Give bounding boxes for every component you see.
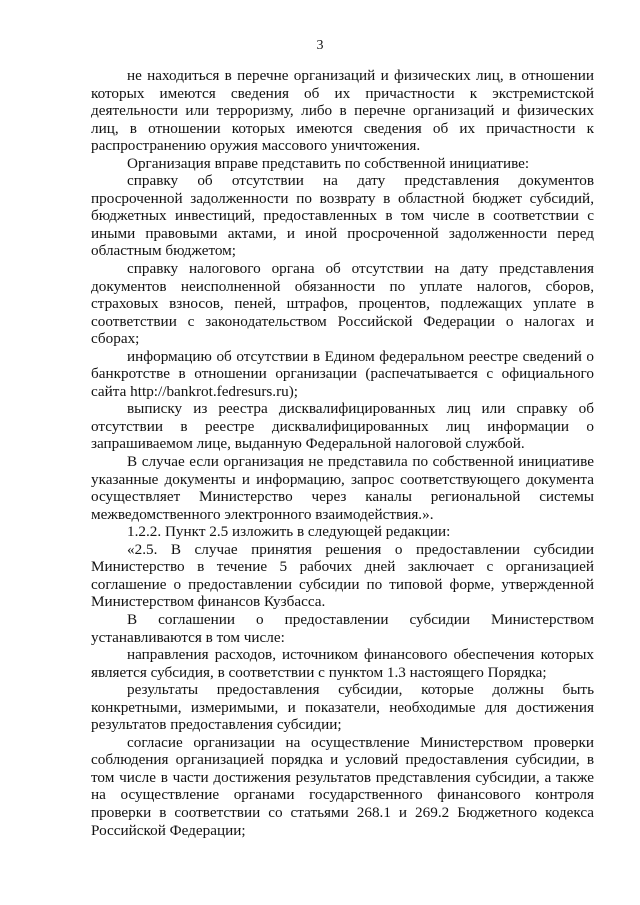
paragraph: выписку из реестра дисквалифицированных лиц или справку об отсутствии в реестре дисквалифицированных лиц информации о запрашиваемом лице, выданную Федеральной налоговой службой.: [91, 400, 594, 453]
paragraph: «2.5. В случае принятия решения о предоставлении субсидии Министерство в течение 5 рабочих дней заключает с организацией соглашение о предоставлении субсидии по типовой форме, утвержденной Министерством финансов Кузбасса.: [91, 540, 594, 611]
paragraph: информацию об отсутствии в Едином федеральном реестре сведений о банкротстве в отношении организации (распечатывается с официального сайта http://bankrot.fedresurs.ru);: [91, 347, 594, 400]
document-body: [91, 67, 594, 839]
paragraph: В случае если организация не представила по собственной инициативе указанные документы и информацию, запрос соответствующего документа осуществляет Министерство через каналы региональной системы межведомственного электронного взаимодействия.».: [91, 453, 594, 523]
paragraph: направления расходов, источником финансового обеспечения которых является субсидия, в соответствии с пунктом 1.3 настоящего Порядка;: [91, 646, 594, 681]
paragraph: согласие организации на осуществление Министерством проверки соблюдения организацией порядка и условий предоставления субсидии, в том числе в части достижения результатов представления субсидии, а также на осуществление органами государственного финансового контроля проверки в соответствии со статьями 268.1 и 269.2 Бюджетного кодекса Российской Федерации;: [91, 733, 594, 839]
paragraph: 1.2.2. Пункт 2.5 изложить в следующей редакции:: [127, 523, 451, 541]
paragraph: Организация вправе представить по собственной инициативе:: [127, 154, 530, 172]
paragraph: справку об отсутствии на дату представления документов просроченной задолженности по возврату в областной бюджет субсидий, бюджетных инвестиций, предоставленных в том числе в соответствии с иными правовыми актами, и иной просроченной задолженности перед областным бюджетом;: [91, 172, 594, 260]
paragraph: не находиться в перечне организаций и физических лиц, в отношении которых имеются сведения об их причастности к экстремистской деятельности или терроризму, либо в перечне организаций и физических лиц, в отношении которых имеются сведения об их причастности к распространению оружия массового уничтожения.: [91, 67, 594, 155]
paragraph: В соглашении о предоставлении субсидии Министерством устанавливаются в том числе:: [91, 610, 594, 646]
paragraph: справку налогового органа об отсутствии на дату представления документов неисполненной обязанности по уплате налогов, сборов, страховых взносов, пеней, штрафов, процентов, подлежащих уплате в соответствии с законодательством Российской Федерации о налогах и сборах;: [91, 260, 594, 348]
paragraph: результаты предоставления субсидии, которые должны быть конкретными, измеримыми, и показатели, необходимые для достижения результатов предоставления субсидии;: [91, 681, 594, 734]
page-number: 3: [316, 38, 324, 53]
